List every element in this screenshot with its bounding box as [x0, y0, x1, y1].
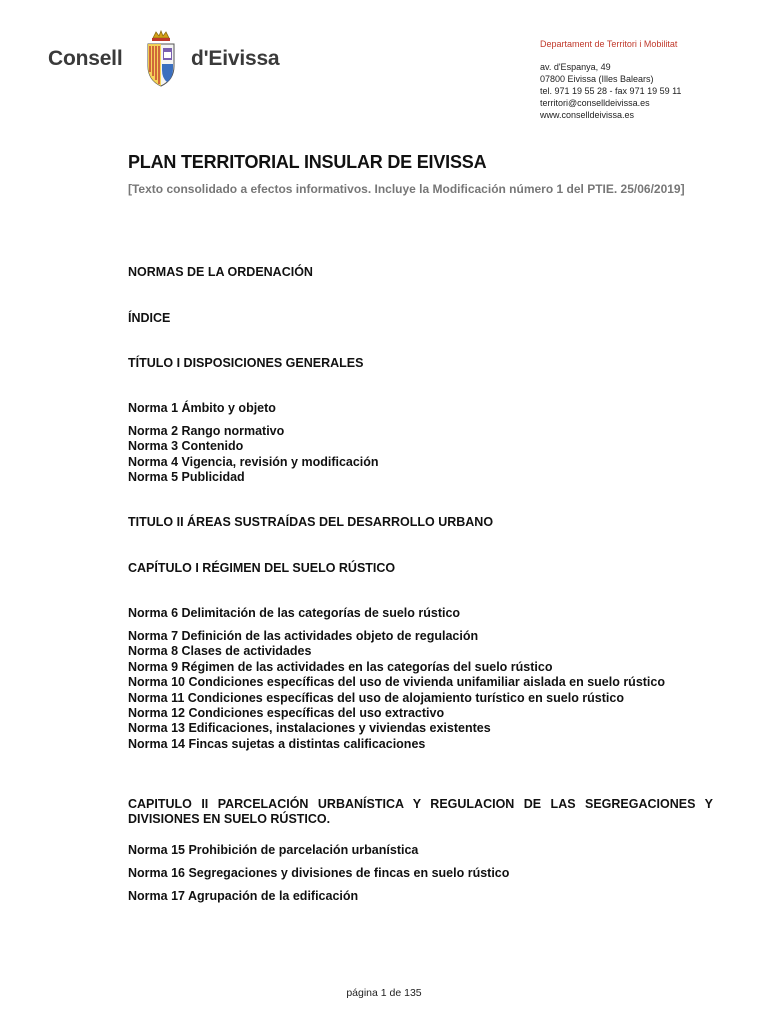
- toc-item[interactable]: Norma 6 Delimitación de las categorías de suelo rústico: [128, 606, 461, 620]
- toc-item[interactable]: Norma 9 Régimen de las actividades en las categorías del suelo rústico: [128, 659, 553, 674]
- toc-item[interactable]: Norma 7 Definición de las actividades objeto de regulación: [128, 629, 479, 643]
- toc-item[interactable]: Norma 4 Vigencia, revisión y modificación: [128, 454, 379, 469]
- section-heading: ÍNDICE: [128, 311, 171, 325]
- address-line: av. d'Espanya, 49: [540, 62, 611, 72]
- section-heading: CAPÍTULO I RÉGIMEN DEL SUELO RÚSTICO: [128, 561, 396, 575]
- section-heading: TÍTULO I DISPOSICIONES GENERALES: [128, 356, 364, 370]
- toc-item[interactable]: Norma 10 Condiciones específicas del uso de vivienda unifamiliar aislada en suelo rústico: [128, 675, 665, 690]
- coat-of-arms-icon: [143, 30, 179, 88]
- consell-logo: [48, 30, 298, 88]
- toc-item[interactable]: Norma 14 Fincas sujetas a distintas calificaciones: [128, 736, 426, 751]
- email-link[interactable]: territori@conselldeivissa.es: [540, 98, 650, 108]
- toc-item[interactable]: Norma 17 Agrupación de la edificación: [128, 889, 359, 903]
- toc-item[interactable]: Norma 5 Publicidad: [128, 470, 245, 485]
- toc-item[interactable]: Norma 13 Edificaciones, instalaciones y viviendas existentes: [128, 721, 491, 736]
- toc-group: [128, 424, 713, 486]
- logo-text-eivissa: d'Eivissa: [191, 47, 280, 70]
- department-name: Departament de Territori i Mobilitat: [540, 39, 678, 49]
- page-number: página 1 de 135: [346, 987, 422, 999]
- toc-item[interactable]: Norma 12 Condiciones específicas del uso extractivo: [128, 706, 445, 721]
- toc-item[interactable]: Norma 3 Contenido: [128, 439, 244, 454]
- website-link[interactable]: www.conselldeivissa.es: [540, 110, 635, 120]
- toc-group: [128, 401, 713, 416]
- toc-item[interactable]: Norma 2 Rango normativo: [128, 424, 285, 438]
- toc-group: [128, 606, 713, 621]
- toc-item[interactable]: Norma 1 Ámbito y objeto: [128, 401, 276, 415]
- logo-text-consell: Consell: [48, 47, 123, 70]
- toc-item[interactable]: Norma 11 Condiciones específicas del uso de alojamiento turístico en suelo rústico: [128, 690, 624, 705]
- section-heading: NORMAS DE LA ORDENACIÓN: [128, 265, 313, 279]
- toc-item[interactable]: Norma 8 Clases de actividades: [128, 644, 312, 659]
- section-heading: CAPITULO II PARCELACIÓN URBANÍSTICA Y REGULACION DE LAS SEGREGACIONES Y DIVISIONES EN SUELO RÚSTICO.: [128, 797, 713, 826]
- section-heading: TITULO II ÁREAS SUSTRAÍDAS DEL DESARROLLO URBANO: [128, 515, 494, 529]
- phone-line: tel. 971 19 55 28 - fax 971 19 59 11: [540, 86, 682, 96]
- toc-group: [128, 629, 713, 752]
- department-contact: [540, 38, 760, 121]
- document-title: PLAN TERRITORIAL INSULAR DE EIVISSA: [128, 152, 487, 172]
- address-line: 07800 Eivissa (Illes Balears): [540, 74, 654, 84]
- toc-item[interactable]: Norma 15 Prohibición de parcelación urbanística: [128, 843, 419, 857]
- toc-item[interactable]: Norma 16 Segregaciones y divisiones de fincas en suelo rústico: [128, 866, 510, 880]
- document-subtitle: [Texto consolidado a efectos informativos. Incluye la Modificación número 1 del PTIE. 25/06/2019]: [128, 182, 685, 196]
